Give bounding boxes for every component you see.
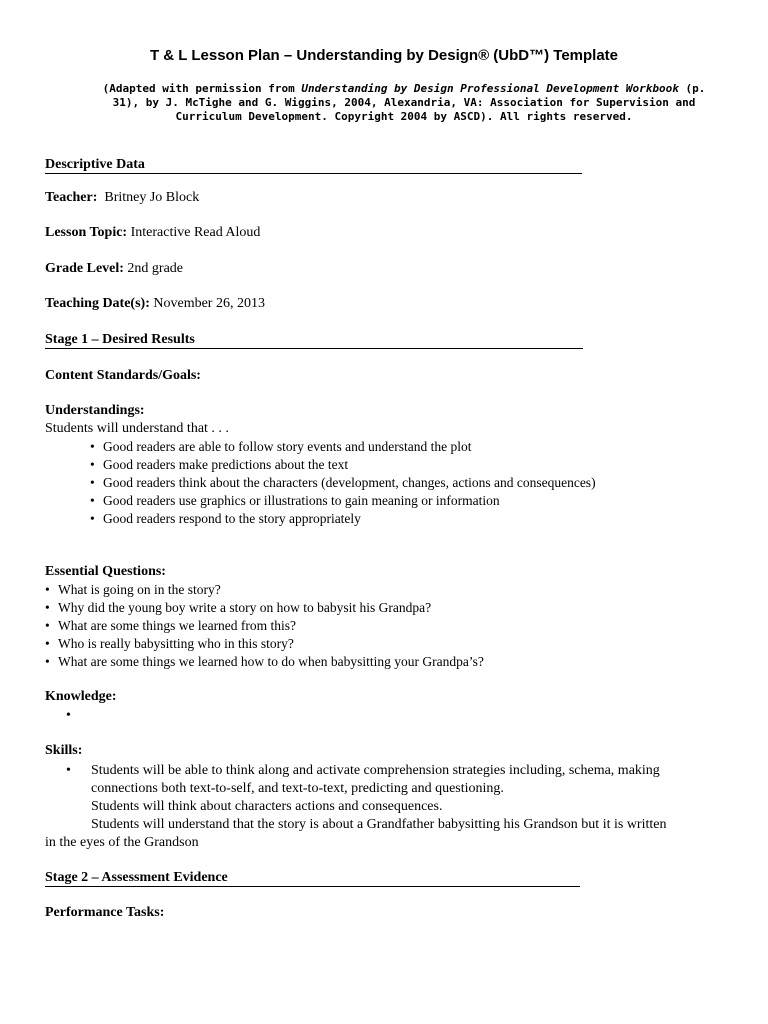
list-item	[90, 438, 596, 456]
list-item	[90, 474, 596, 492]
skills-heading: Skills:	[45, 743, 83, 758]
understandings-heading: Understandings:	[45, 403, 145, 418]
grade-level-label: Grade Level:	[45, 261, 124, 276]
adapted-workbook-title: Understanding by Design Professional Development Workbook	[301, 82, 679, 95]
understandings-intro: Students will understand that . . .	[45, 421, 229, 436]
question-text: What is going on in the story?	[58, 582, 221, 597]
bullet-icon: •	[90, 475, 95, 490]
teaching-date-field	[45, 296, 265, 312]
list-item	[45, 581, 484, 599]
bullet-icon: •	[45, 600, 50, 615]
question-text: Why did the young boy write a story on how to babysit his Grandpa?	[58, 600, 432, 615]
understandings-list	[90, 438, 596, 528]
skills-line-4: Students will understand that the story is about a Grandfather babysitting his Grandson but it is written	[91, 817, 667, 832]
list-item	[45, 617, 484, 635]
grade-level-field	[45, 261, 183, 277]
bullet-icon: •	[45, 582, 50, 597]
skills-line-5: in the eyes of the Grandson	[45, 835, 199, 850]
teaching-date-value: November 26, 2013	[153, 296, 265, 311]
performance-tasks-heading: Performance Tasks:	[45, 905, 165, 920]
understanding-text: Good readers are able to follow story events and understand the plot	[103, 439, 472, 454]
understanding-text: Good readers make predictions about the text	[103, 457, 349, 472]
question-text: What are some things we learned from this?	[58, 618, 297, 633]
adapted-line3: Curriculum Development. Copyright 2004 by ASCD). All rights reserved.	[175, 110, 633, 123]
stage2-heading	[45, 870, 580, 887]
knowledge-heading: Knowledge:	[45, 689, 117, 704]
list-item	[90, 492, 596, 510]
bullet-icon: •	[45, 654, 50, 669]
content-standards-heading: Content Standards/Goals:	[45, 368, 201, 383]
list-item	[90, 456, 596, 474]
teacher-value: Britney Jo Block	[104, 190, 200, 205]
lesson-topic-value: Interactive Read Aloud	[130, 225, 261, 240]
list-item	[45, 635, 484, 653]
skills-line-1: Students will be able to think along and activate comprehension strategies including, schema, making	[91, 763, 660, 778]
bullet-icon: •	[90, 457, 95, 472]
lesson-topic-label: Lesson Topic:	[45, 225, 128, 240]
adapted-permission-note	[80, 82, 728, 124]
bullet-icon: •	[90, 439, 95, 454]
list-item	[45, 599, 484, 617]
adapted-line1-prefix: (Adapted with permission from	[102, 82, 302, 95]
skills-line-2: connections both text-to-self, and text-to-text, predicting and questioning.	[91, 781, 504, 796]
adapted-line1-suffix: (p.	[678, 82, 706, 95]
essential-questions-list	[45, 581, 484, 671]
grade-level-value: 2nd grade	[127, 261, 184, 276]
stage2-heading-text: Stage 2 – Assessment Evidence	[45, 870, 228, 885]
descriptive-data-heading	[45, 157, 582, 174]
essential-questions-heading: Essential Questions:	[45, 564, 166, 579]
understanding-text: Good readers respond to the story appropriately	[103, 511, 361, 526]
skills-line-3: Students will think about characters actions and consequences.	[91, 799, 443, 814]
question-text: Who is really babysitting who in this story?	[58, 636, 294, 651]
lesson-topic-field	[45, 225, 260, 241]
teaching-date-label: Teaching Date(s):	[45, 296, 150, 311]
list-item	[45, 653, 484, 671]
stage1-heading-text: Stage 1 – Desired Results	[45, 332, 195, 347]
stage1-heading	[45, 332, 583, 349]
document-title: T & L Lesson Plan – Understanding by Design® (UbD™) Template	[149, 47, 619, 64]
question-text: What are some things we learned how to do when babysitting your Grandpa’s?	[58, 654, 484, 669]
descriptive-data-heading-text: Descriptive Data	[45, 157, 145, 172]
bullet-icon: •	[45, 618, 50, 633]
adapted-line2: 31), by J. McTighe and G. Wiggins, 2004, Alexandria, VA: Association for Supervision and	[112, 96, 696, 109]
skills-bullet-icon: •	[66, 763, 71, 778]
bullet-icon: •	[45, 636, 50, 651]
bullet-icon: •	[90, 511, 95, 526]
teacher-field	[45, 190, 199, 206]
teacher-label: Teacher:	[45, 190, 98, 205]
bullet-icon: •	[90, 493, 95, 508]
list-item	[90, 510, 596, 528]
understanding-text: Good readers think about the characters (development, changes, actions and consequences)	[103, 475, 596, 490]
knowledge-empty-bullet: •	[66, 708, 71, 723]
understanding-text: Good readers use graphics or illustrations to gain meaning or information	[103, 493, 500, 508]
